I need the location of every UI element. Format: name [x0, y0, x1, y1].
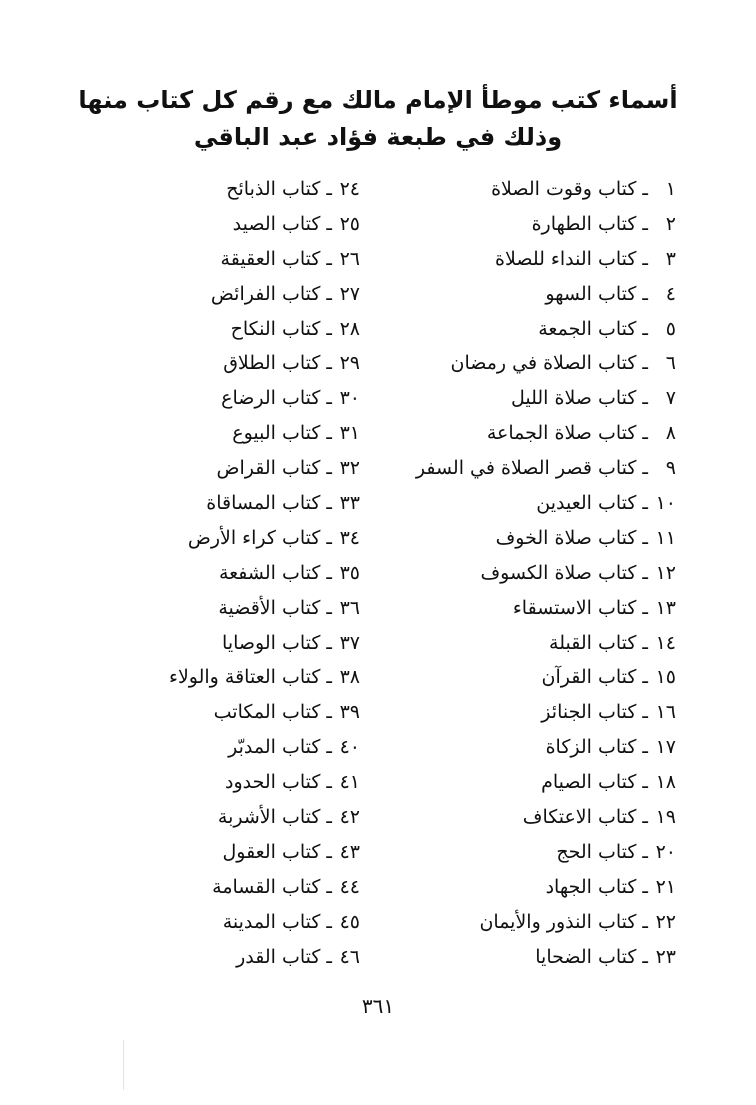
book-title: كتاب المساقاة [206, 492, 321, 515]
book-title: كتاب صلاة الليل [510, 387, 637, 410]
book-number: ٧ [665, 387, 676, 410]
separator-dash: ـ [642, 422, 648, 445]
separator-dash: ـ [326, 840, 332, 863]
book-title: كتاب القراض [216, 457, 321, 480]
book-list-item [386, 453, 676, 488]
book-number: ٢٦ [339, 247, 360, 270]
book-title: كتاب كراء الأرض [187, 526, 321, 549]
book-title: كتاب المدينة [222, 910, 321, 933]
book-number: ١٧ [655, 736, 676, 759]
book-number: ٣٦ [339, 596, 360, 619]
book-number: ٣١ [339, 422, 360, 445]
separator-dash: ـ [326, 247, 332, 270]
book-list-left-column [110, 174, 360, 976]
book-list-item [110, 697, 360, 732]
separator-dash: ـ [326, 282, 332, 305]
book-number: ٢ [665, 212, 676, 235]
separator-dash: ـ [642, 806, 648, 829]
book-list-item [386, 767, 676, 802]
book-title: كتاب الوصايا [222, 631, 321, 654]
book-title: كتاب الاعتكاف [522, 806, 637, 829]
separator-dash: ـ [642, 771, 648, 794]
book-title: كتاب الذبائح [226, 178, 321, 200]
separator-dash: ـ [326, 736, 332, 759]
book-title: كتاب الطهارة [531, 212, 637, 235]
page-number: ٣٦١ [361, 994, 395, 1018]
book-number: ٥ [665, 317, 676, 340]
book-list-item [386, 314, 676, 349]
book-title: كتاب العقيقة [220, 247, 321, 270]
book-list-item [110, 453, 360, 488]
book-number: ٢٢ [655, 910, 676, 933]
book-list-item [386, 697, 676, 732]
separator-dash: ـ [326, 526, 332, 549]
book-number: ٣٨ [339, 666, 360, 689]
separator-dash: ـ [326, 631, 332, 654]
book-number: ٣٠ [339, 387, 360, 410]
separator-dash: ـ [642, 875, 648, 898]
book-title: كتاب الأشربة [217, 806, 321, 829]
book-list-item [110, 348, 360, 383]
book-list-item [110, 523, 360, 558]
separator-dash: ـ [326, 352, 332, 375]
book-title: كتاب الصيام [541, 771, 637, 794]
book-title: كتاب صلاة الكسوف [480, 561, 637, 584]
separator-dash: ـ [642, 492, 648, 515]
book-number: ٣٤ [339, 526, 360, 549]
book-list-item [386, 279, 676, 314]
book-list-item [110, 593, 360, 628]
book-title: كتاب العيدين [536, 492, 637, 515]
book-title: كتاب القسامة [212, 875, 321, 898]
book-number: ١٦ [655, 701, 676, 724]
book-title: كتاب القبلة [549, 631, 637, 654]
separator-dash: ـ [642, 317, 648, 340]
book-number: ١٢ [655, 561, 676, 584]
separator-dash: ـ [326, 806, 332, 829]
separator-dash: ـ [642, 666, 648, 689]
separator-dash: ـ [326, 492, 332, 515]
book-title: كتاب المكاتب [213, 701, 321, 724]
book-title: كتاب القرآن [541, 666, 637, 689]
book-number: ٤٠ [339, 736, 360, 759]
book-list-item [386, 662, 676, 697]
book-number: ٤ [665, 282, 676, 305]
book-number: ٨ [665, 422, 676, 445]
separator-dash: ـ [642, 212, 648, 235]
book-list-item [110, 558, 360, 593]
book-list-item [386, 942, 676, 977]
book-number: ٣٩ [339, 701, 360, 724]
book-number: ٣٥ [339, 561, 360, 584]
book-title: كتاب الأقضية [218, 596, 321, 619]
separator-dash: ـ [326, 771, 332, 794]
book-number: ٣٧ [339, 631, 360, 654]
book-number: ١٩ [655, 806, 676, 829]
book-title: كتاب الشفعة [218, 561, 321, 584]
separator-dash: ـ [326, 422, 332, 445]
book-list-item [110, 837, 360, 872]
book-number: ١٨ [655, 771, 676, 794]
book-list-item [386, 488, 676, 523]
title-line-1: أسماء كتب موطأ الإمام مالك مع رقم كل كتاب منها [78, 86, 678, 114]
separator-dash: ـ [642, 282, 648, 305]
page-title [60, 82, 696, 156]
separator-dash: ـ [642, 352, 648, 375]
book-number: ١٣ [655, 596, 676, 619]
separator-dash: ـ [642, 526, 648, 549]
book-title: كتاب الجنائز [541, 701, 637, 724]
book-number: ٢٧ [339, 282, 360, 305]
book-number: ١٠ [655, 492, 676, 515]
book-list-item [110, 872, 360, 907]
book-list-item [110, 488, 360, 523]
book-list-item [110, 628, 360, 663]
book-list-item [386, 593, 676, 628]
book-list-item [110, 279, 360, 314]
book-list-item [386, 209, 676, 244]
book-list-item [386, 558, 676, 593]
book-title: كتاب صلاة الخوف [495, 526, 637, 549]
book-title: كتاب السهو [545, 282, 637, 305]
book-title: كتاب القدر [236, 945, 321, 968]
separator-dash: ـ [642, 910, 648, 933]
title-line-2: وذلك في طبعة فؤاد عبد الباقي [193, 123, 563, 151]
book-number: ٢٥ [339, 212, 360, 235]
book-number: ٢١ [655, 875, 676, 898]
book-title: كتاب الحج [556, 840, 637, 863]
separator-dash: ـ [642, 247, 648, 270]
book-title: كتاب وقوت الصلاة [491, 178, 637, 200]
separator-dash: ـ [642, 840, 648, 863]
separator-dash: ـ [642, 457, 648, 480]
book-list-item [386, 628, 676, 663]
book-list-item [110, 907, 360, 942]
book-list-item [386, 837, 676, 872]
book-list-item [110, 209, 360, 244]
book-list-item [110, 662, 360, 697]
book-number: ٢٤ [339, 178, 360, 200]
book-title: كتاب الضحايا [535, 945, 637, 968]
book-title: كتاب الفرائض [210, 282, 321, 305]
book-list-right-column [386, 174, 676, 976]
book-number: ٦ [665, 352, 676, 375]
book-title: كتاب الصلاة في رمضان [450, 352, 637, 375]
scan-edge-mark [123, 1040, 124, 1090]
book-title: كتاب النكاح [230, 317, 321, 340]
book-number: ٣٣ [339, 492, 360, 515]
book-title: كتاب العتاقة والولاء [169, 666, 321, 689]
book-list-item [110, 174, 360, 209]
book-number: ١٥ [655, 666, 676, 689]
book-title: كتاب النداء للصلاة [495, 247, 637, 270]
book-number: ٤٤ [339, 875, 360, 898]
book-title: كتاب الطلاق [223, 352, 321, 375]
book-list-item [386, 418, 676, 453]
book-number: ٣ [665, 247, 676, 270]
book-title: كتاب الصيد [232, 212, 321, 235]
separator-dash: ـ [326, 387, 332, 410]
separator-dash: ـ [326, 875, 332, 898]
separator-dash: ـ [642, 561, 648, 584]
separator-dash: ـ [642, 387, 648, 410]
separator-dash: ـ [326, 212, 332, 235]
book-title: كتاب الحدود [224, 771, 321, 794]
separator-dash: ـ [326, 910, 332, 933]
book-list-item [386, 348, 676, 383]
book-title: كتاب الاستسقاء [512, 596, 637, 619]
book-number: ١١ [655, 526, 676, 549]
book-title: كتاب النذور والأيمان [479, 910, 637, 933]
book-list-item [386, 872, 676, 907]
book-title: كتاب الجمعة [538, 317, 637, 340]
book-title: كتاب الجهاد [545, 875, 637, 898]
separator-dash: ـ [326, 945, 332, 968]
separator-dash: ـ [326, 701, 332, 724]
separator-dash: ـ [326, 666, 332, 689]
book-list-item [386, 523, 676, 558]
separator-dash: ـ [326, 178, 332, 200]
book-number: ٣٢ [339, 457, 360, 480]
book-list-item [110, 732, 360, 767]
separator-dash: ـ [642, 596, 648, 619]
book-number: ٢٩ [339, 352, 360, 375]
book-number: ٤١ [339, 771, 360, 794]
book-number: ٤٦ [339, 945, 360, 968]
book-list-item [386, 244, 676, 279]
separator-dash: ـ [326, 596, 332, 619]
book-list-item [110, 802, 360, 837]
separator-dash: ـ [326, 457, 332, 480]
book-title: كتاب صلاة الجماعة [486, 422, 637, 445]
separator-dash: ـ [326, 317, 332, 340]
separator-dash: ـ [642, 631, 648, 654]
book-number: ٤٥ [339, 910, 360, 933]
book-number: ٢٣ [655, 945, 676, 968]
book-list-item [110, 942, 360, 977]
book-list-item [386, 732, 676, 767]
book-number: ٤٢ [339, 806, 360, 829]
book-number: ٩ [665, 457, 676, 480]
book-number: ٢٠ [655, 840, 676, 863]
book-list-item [386, 383, 676, 418]
book-title: كتاب الزكاة [545, 736, 637, 759]
separator-dash: ـ [642, 736, 648, 759]
book-title: كتاب الرضاع [221, 387, 321, 410]
book-title: كتاب قصر الصلاة في السفر [415, 457, 637, 480]
separator-dash: ـ [642, 701, 648, 724]
book-title: كتاب المدبّر [228, 736, 321, 759]
book-list-item [386, 907, 676, 942]
book-title: كتاب العقول [222, 840, 321, 863]
separator-dash: ـ [326, 561, 332, 584]
book-number: ١ [665, 178, 676, 200]
book-list-item [110, 314, 360, 349]
book-number: ١٤ [655, 631, 676, 654]
book-list-item [110, 418, 360, 453]
separator-dash: ـ [642, 178, 648, 200]
book-list-item [110, 383, 360, 418]
book-list-item [110, 767, 360, 802]
book-list-item [386, 802, 676, 837]
book-list-item [386, 174, 676, 209]
book-title: كتاب البيوع [232, 422, 321, 445]
book-number: ٤٣ [339, 840, 360, 863]
book-number: ٢٨ [339, 317, 360, 340]
book-list-item [110, 244, 360, 279]
separator-dash: ـ [642, 945, 648, 968]
